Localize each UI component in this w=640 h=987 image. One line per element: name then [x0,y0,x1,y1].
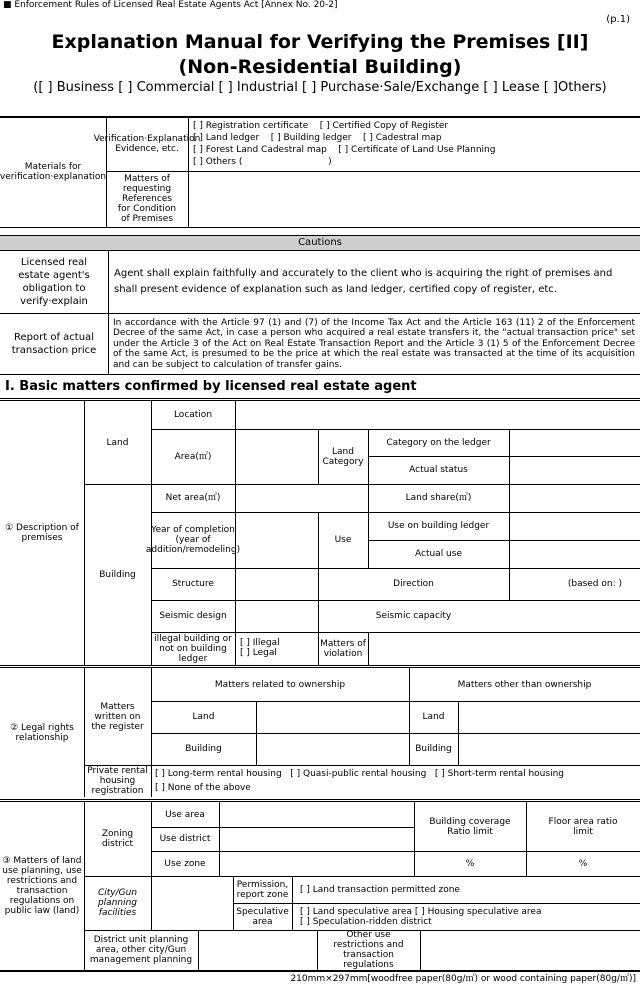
permission-option: [ ] Land transaction permitted zone [300,885,460,895]
rule [256,701,257,765]
location-label: Location [173,410,213,420]
city-planning-label: City/Gun planning facilities [97,888,138,918]
rule [219,802,220,876]
cautions-title: Cautions [298,236,342,248]
rule [0,970,640,972]
register-label: Matters written on the register [91,701,144,732]
use-label: Use [334,535,352,545]
land-share-label: Land share(㎡) [405,493,472,503]
report-label: Report of actual transaction price [11,332,97,356]
evidence-line: [ ] Land ledger [ ] Building ledger [ ] Cadestral map [193,133,442,143]
use-zone-label: Use zone [164,858,206,869]
report-text: In accordance with the Article 97 (1) and (7) of the Income Tax Act and the Article 163 (11) 2 of the Enforcement Decree of the same Act, in case a person who acquired a real estate transfers it, the "actual transaction price" set under the Article 3 of the Act on Real Estate Transaction Report and the Article 3 (1) 5 of the Enforcement Decree of the same Act, is presumed to be the price at which the real estate was transacted at the time of its acquisition and can be subject to calculation of transfer gains. [113,317,635,370]
other-than-ownership-label: Matters other than ownership [457,679,592,690]
seismic-design-label: Seismic design [159,611,227,621]
year-label: Year of completion (year of addition/remodeling) [145,525,241,555]
obligation-text: Agent shall explain faithfully and accurately to the client who is acquiring the right of premises and shall present evidence of explanation such as land ledger, certified copy of register, etc. [114,268,613,295]
structure-label: Structure [172,579,214,589]
bcr-label: Building coverage Ratio limit [429,816,511,837]
illegal-label: illegal building or not on building ledger [154,633,232,664]
rule [84,765,640,766]
section-heading: Ⅰ. Basic matters confirmed by licensed real estate agent [5,379,417,394]
direction-label: Direction [393,579,434,589]
speculative-option: [ ] Speculation-ridden district [300,917,432,927]
rental-options: [ ] Long-term rental housing [ ] Quasi-public rental housing [ ] Short-term rental housing [155,769,564,779]
rule [458,701,459,765]
page-number: (p.1) [606,14,630,25]
legal-land-label: Land [192,712,215,722]
far-label: Floor area ratio limit [548,816,618,837]
permission-label: Permission, report zone [236,879,289,900]
use-district-label: Use district [159,834,211,844]
use-ledger-label: Use on building ledger [387,521,490,531]
ownership-label: Matters related to ownership [214,679,346,690]
rule [235,401,236,429]
building-label: Building [99,569,136,580]
far-percent: % [578,858,588,869]
rule [0,374,640,375]
premises-label: ① Description of premises [5,523,79,543]
seismic-capacity-label: Seismic capacity [375,611,452,621]
evidence-label: Verification·Explanation Evidence, etc. [93,134,201,154]
land-category-label: Land Category [322,446,364,467]
evidence-line: [ ] Forest Land Cadestral map [ ] Certificate of Land Use Planning [193,145,496,155]
other-restrictions-label: Other use restrictions and transaction regulations [333,930,404,970]
landuse-label: ③ Matters of land use planning, use restrictions and transaction regulations on public law (land) [2,856,82,916]
evidence-line: [ ] Registration certificate [ ] Certified Copy of Register [193,121,449,131]
rental-label: Private rental housing registration [87,766,148,796]
rule [509,484,510,512]
legal-building-label: Building [185,744,222,754]
page-subtitle: (Non-Residential Building) [178,56,462,78]
rule [368,632,369,665]
obligation-label: Licensed real estate agent's obligation to verify·explain [18,257,90,307]
speculative-option: [ ] Land speculative area [ ] Housing speculative area [300,907,542,917]
zoning-label: Zoning district [101,829,134,849]
actual-status-label: Actual status [409,465,468,475]
based-on-label: (based on: ) [567,579,622,589]
act-reference: ■ Enforcement Rules of Licensed Real Estate Agents Act [Annex No. 20-2] [3,0,338,10]
area-label: Area(㎡) [174,451,212,462]
rule [151,876,152,930]
actual-use-label: Actual use [415,549,462,559]
rental-none-option: [ ] None of the above [155,783,251,793]
rule [84,876,640,877]
district-unit-label: District unit planning area, other city/Gun management planning [89,935,193,965]
page-title: Explanation Manual for Verifying the Premises [II] [51,31,589,53]
illegal-option: [ ] Illegal [240,638,280,648]
net-area-label: Net area(㎡) [165,493,221,503]
category-ledger-label: Category on the ledger [386,437,491,448]
materials-label: Materials for verification·explanation [0,162,107,182]
rule [198,930,199,970]
use-area-label: Use area [165,809,205,820]
violation-label: Matters of violation [320,638,366,659]
other-building-label: Building [415,744,452,754]
rule [235,429,236,484]
transaction-types: ([ ] Business [ ] Commercial [ ] Industrial [ ] Purchase·Sale/Exchange [ ] Lease [ ]Others) [33,80,607,95]
rule [235,484,236,665]
evidence-line: [ ] Others ( ) [193,157,332,167]
request-label: Matters of requesting References for Condition of Premises [117,174,177,224]
speculative-label: Speculative area [236,906,289,927]
legal-label: ② Legal rights relationship [10,722,74,743]
other-land-label: Land [422,712,445,722]
land-label: Land [106,437,129,448]
bcr-percent: % [465,858,475,869]
rule [233,903,640,904]
rule [0,227,640,228]
legal-option: [ ] Legal [240,648,277,658]
rule [420,930,421,970]
paper-spec: 210mm×297mm[woodfree paper(80g/㎡) or wood containing paper(80g/㎡)] [290,974,636,984]
